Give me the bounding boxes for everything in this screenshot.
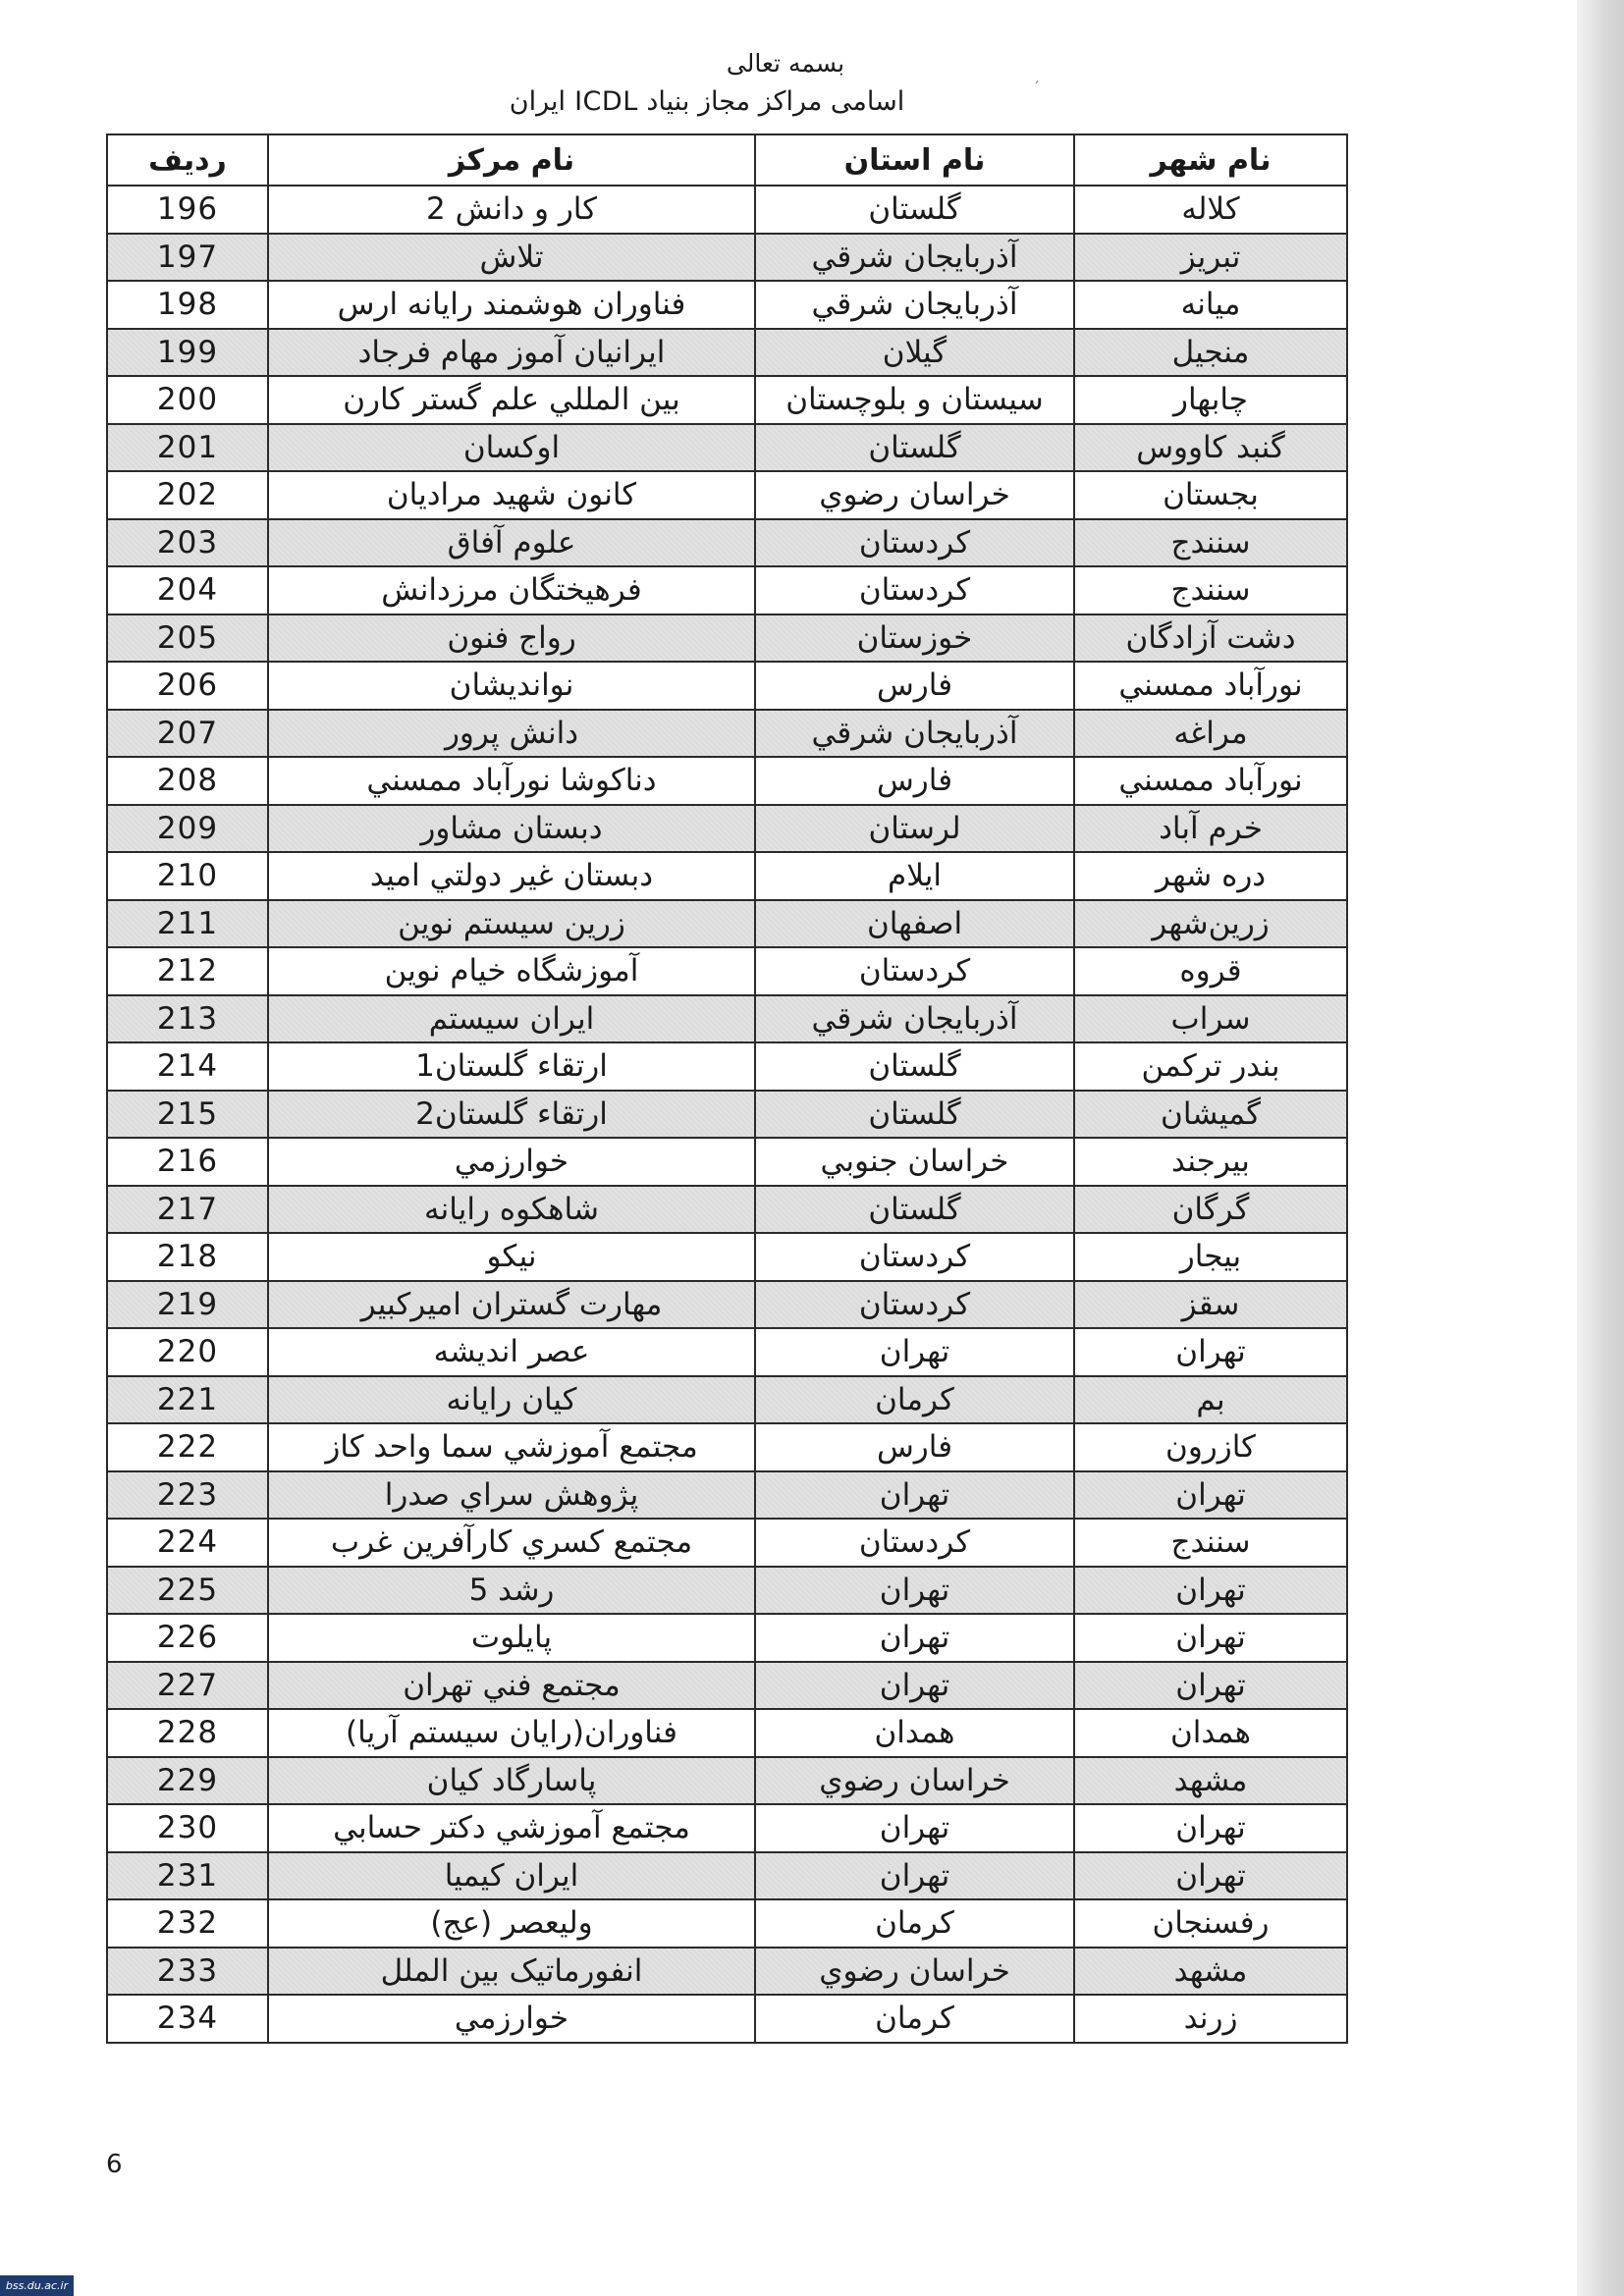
cell-city: قروه xyxy=(1074,947,1347,995)
cell-row-number: 221 xyxy=(107,1376,268,1424)
table-row xyxy=(107,471,1347,519)
cell-row-number: 217 xyxy=(107,1186,268,1234)
table-row xyxy=(107,1899,1347,1948)
cell-city: تهران xyxy=(1074,1328,1347,1376)
cell-center: دبستان مشاور xyxy=(268,805,755,853)
table-row xyxy=(107,1042,1347,1091)
cell-row-number: 218 xyxy=(107,1233,268,1281)
cell-city: میانه xyxy=(1074,281,1347,329)
cell-city: سقز xyxy=(1074,1281,1347,1329)
table-row xyxy=(107,1328,1347,1376)
cell-center: رشد 5 xyxy=(268,1567,755,1615)
cell-province: تهران xyxy=(755,1328,1074,1376)
cell-province: ایلام xyxy=(755,852,1074,900)
cell-center: فرهیختگان مرزدانش xyxy=(268,566,755,614)
cell-province: تهران xyxy=(755,1662,1074,1710)
cell-row-number: 224 xyxy=(107,1519,268,1567)
table-row xyxy=(107,566,1347,614)
cell-center: ایران سیستم xyxy=(268,995,755,1043)
cell-center: شاهکوه رایانه xyxy=(268,1186,755,1234)
cell-center: دناکوشا نورآباد ممسني xyxy=(268,757,755,805)
cell-province: سیستان و بلوچستان xyxy=(755,376,1074,424)
cell-row-number: 197 xyxy=(107,234,268,282)
cell-center: ایرانیان آموز مهام فرجاد xyxy=(268,329,755,377)
table-row xyxy=(107,947,1347,995)
cell-province: گلستان xyxy=(755,1042,1074,1091)
cell-center: بین المللي علم گستر کارن xyxy=(268,376,755,424)
cell-province: کرمان xyxy=(755,1376,1074,1424)
cell-city: سنندج xyxy=(1074,566,1347,614)
header-center: نام مرکز xyxy=(268,134,755,186)
table-row xyxy=(107,1376,1347,1424)
cell-province: فارس xyxy=(755,757,1074,805)
cell-city: مشهد xyxy=(1074,1757,1347,1805)
cell-province: آذربایجان شرقي xyxy=(755,281,1074,329)
table-row xyxy=(107,662,1347,710)
cell-center: اوکسان xyxy=(268,424,755,472)
table-row xyxy=(107,1948,1347,1996)
cell-center: خوارزمي xyxy=(268,1138,755,1186)
cell-city: منجیل xyxy=(1074,329,1347,377)
cell-province: لرستان xyxy=(755,805,1074,853)
cell-row-number: 206 xyxy=(107,662,268,710)
cell-city: همدان xyxy=(1074,1709,1347,1757)
cell-province: تهران xyxy=(755,1852,1074,1900)
table-row xyxy=(107,1852,1347,1900)
scan-mark: ´ xyxy=(1033,80,1040,96)
cell-row-number: 209 xyxy=(107,805,268,853)
cell-province: کردستان xyxy=(755,566,1074,614)
cell-center: کار و دانش 2 xyxy=(268,186,755,234)
cell-province: کردستان xyxy=(755,1281,1074,1329)
cell-center: کیان رایانه xyxy=(268,1376,755,1424)
header-city: نام شهر xyxy=(1074,134,1347,186)
cell-province: همدان xyxy=(755,1709,1074,1757)
table-row xyxy=(107,1471,1347,1520)
table-row xyxy=(107,805,1347,853)
table-row xyxy=(107,1423,1347,1471)
page-number: 6 xyxy=(106,2150,123,2179)
cell-city: رفسنجان xyxy=(1074,1899,1347,1948)
cell-center: مهارت گستران امیرکبیر xyxy=(268,1281,755,1329)
table-row xyxy=(107,1614,1347,1662)
table-row xyxy=(107,1995,1347,2043)
cell-row-number: 212 xyxy=(107,947,268,995)
cell-row-number: 207 xyxy=(107,710,268,758)
cell-city: زرین‌شهر xyxy=(1074,900,1347,948)
table-row xyxy=(107,757,1347,805)
icdl-centers-table xyxy=(106,133,1348,2044)
table-row xyxy=(107,1757,1347,1805)
cell-city: گرگان xyxy=(1074,1186,1347,1234)
cell-center: پایلوت xyxy=(268,1614,755,1662)
table-row xyxy=(107,1233,1347,1281)
cell-city: مشهد xyxy=(1074,1948,1347,1996)
table-row xyxy=(107,1281,1347,1329)
cell-row-number: 203 xyxy=(107,519,268,567)
table-row xyxy=(107,900,1347,948)
cell-city: نورآباد ممسني xyxy=(1074,757,1347,805)
cell-row-number: 234 xyxy=(107,1995,268,2043)
cell-row-number: 228 xyxy=(107,1709,268,1757)
cell-province: آذربایجان شرقي xyxy=(755,234,1074,282)
cell-city: بیجار xyxy=(1074,1233,1347,1281)
cell-province: فارس xyxy=(755,662,1074,710)
cell-city: زرند xyxy=(1074,1995,1347,2043)
cell-center: انفورماتیک بین الملل xyxy=(268,1948,755,1996)
table-row xyxy=(107,234,1347,282)
cell-row-number: 223 xyxy=(107,1471,268,1520)
cell-province: خراسان رضوي xyxy=(755,1948,1074,1996)
cell-city: بجستان xyxy=(1074,471,1347,519)
cell-center: دبستان غیر دولتي امید xyxy=(268,852,755,900)
cell-center: نیکو xyxy=(268,1233,755,1281)
table-row xyxy=(107,1186,1347,1234)
table-row xyxy=(107,1138,1347,1186)
cell-province: آذربایجان شرقي xyxy=(755,710,1074,758)
cell-province: آذربایجان شرقي xyxy=(755,995,1074,1043)
cell-row-number: 227 xyxy=(107,1662,268,1710)
cell-center: مجتمع آموزشي دکتر حسابي xyxy=(268,1804,755,1852)
table-row xyxy=(107,376,1347,424)
table-row xyxy=(107,1567,1347,1615)
cell-center: ایران کیمیا xyxy=(268,1852,755,1900)
cell-row-number: 222 xyxy=(107,1423,268,1471)
cell-row-number: 216 xyxy=(107,1138,268,1186)
cell-city: بم xyxy=(1074,1376,1347,1424)
cell-city: سنندج xyxy=(1074,519,1347,567)
cell-province: اصفهان xyxy=(755,900,1074,948)
table-row xyxy=(107,329,1347,377)
cell-city: بندر ترکمن xyxy=(1074,1042,1347,1091)
cell-province: تهران xyxy=(755,1614,1074,1662)
cell-center: مجتمع کسري کارآفرین غرب xyxy=(268,1519,755,1567)
cell-row-number: 214 xyxy=(107,1042,268,1091)
table-body xyxy=(107,186,1347,2043)
cell-province: فارس xyxy=(755,1423,1074,1471)
scan-shadow xyxy=(1577,0,1624,2296)
cell-center: عصر اندیشه xyxy=(268,1328,755,1376)
table-row xyxy=(107,852,1347,900)
cell-city: دشت آزادگان xyxy=(1074,614,1347,663)
cell-city: سراب xyxy=(1074,995,1347,1043)
cell-center: پاسارگاد کیان xyxy=(268,1757,755,1805)
cell-center: دانش پرور xyxy=(268,710,755,758)
cell-row-number: 233 xyxy=(107,1948,268,1996)
cell-center: زرین سیستم نوین xyxy=(268,900,755,948)
cell-city: کازرون xyxy=(1074,1423,1347,1471)
cell-province: تهران xyxy=(755,1471,1074,1520)
cell-province: گلستان xyxy=(755,1091,1074,1139)
cell-row-number: 226 xyxy=(107,1614,268,1662)
cell-row-number: 202 xyxy=(107,471,268,519)
cell-province: گلستان xyxy=(755,1186,1074,1234)
cell-province: خراسان جنوبي xyxy=(755,1138,1074,1186)
cell-city: مراغه xyxy=(1074,710,1347,758)
cell-row-number: 201 xyxy=(107,424,268,472)
cell-center: ارتقاء گلستان2 xyxy=(268,1091,755,1139)
cell-row-number: 225 xyxy=(107,1567,268,1615)
cell-city: خرم آباد xyxy=(1074,805,1347,853)
cell-city: بیرجند xyxy=(1074,1138,1347,1186)
cell-province: کرمان xyxy=(755,1899,1074,1948)
cell-center: علوم آفاق xyxy=(268,519,755,567)
cell-province: کرمان xyxy=(755,1995,1074,2043)
cell-city: تهران xyxy=(1074,1614,1347,1662)
cell-row-number: 200 xyxy=(107,376,268,424)
cell-center: آموزشگاه خیام نوین xyxy=(268,947,755,995)
cell-row-number: 229 xyxy=(107,1757,268,1805)
header-row-number: ردیف xyxy=(107,134,268,186)
table-row xyxy=(107,1091,1347,1139)
cell-row-number: 213 xyxy=(107,995,268,1043)
cell-row-number: 231 xyxy=(107,1852,268,1900)
cell-row-number: 219 xyxy=(107,1281,268,1329)
cell-row-number: 232 xyxy=(107,1899,268,1948)
cell-row-number: 211 xyxy=(107,900,268,948)
cell-row-number: 210 xyxy=(107,852,268,900)
cell-province: خراسان رضوي xyxy=(755,1757,1074,1805)
table-row xyxy=(107,281,1347,329)
cell-row-number: 230 xyxy=(107,1804,268,1852)
table-row xyxy=(107,1709,1347,1757)
cell-city: تبریز xyxy=(1074,234,1347,282)
table-header-row xyxy=(107,134,1347,186)
table-row xyxy=(107,614,1347,663)
site-logo: bss.du.ac.ir xyxy=(0,2275,74,2296)
cell-province: کردستان xyxy=(755,947,1074,995)
cell-province: تهران xyxy=(755,1804,1074,1852)
cell-city: سنندج xyxy=(1074,1519,1347,1567)
table-row xyxy=(107,1662,1347,1710)
table-row xyxy=(107,424,1347,472)
cell-city: گمیشان xyxy=(1074,1091,1347,1139)
cell-center: مجتمع آموزشي سما واحد کاز xyxy=(268,1423,755,1471)
cell-row-number: 205 xyxy=(107,614,268,663)
table-row xyxy=(107,519,1347,567)
cell-city: چابهار xyxy=(1074,376,1347,424)
cell-province: گلستان xyxy=(755,186,1074,234)
cell-row-number: 215 xyxy=(107,1091,268,1139)
cell-center: رواج فنون xyxy=(268,614,755,663)
cell-center: نواندیشان xyxy=(268,662,755,710)
cell-city: تهران xyxy=(1074,1804,1347,1852)
cell-province: گیلان xyxy=(755,329,1074,377)
cell-province: کردستان xyxy=(755,1233,1074,1281)
table-row xyxy=(107,710,1347,758)
cell-province: کردستان xyxy=(755,1519,1074,1567)
cell-city: گنبد کاووس xyxy=(1074,424,1347,472)
cell-center: خوارزمي xyxy=(268,1995,755,2043)
table-row xyxy=(107,1519,1347,1567)
cell-center: تلاش xyxy=(268,234,755,282)
cell-city: نورآباد ممسني xyxy=(1074,662,1347,710)
cell-province: خوزستان xyxy=(755,614,1074,663)
cell-city: تهران xyxy=(1074,1471,1347,1520)
cell-city: دره شهر xyxy=(1074,852,1347,900)
cell-row-number: 196 xyxy=(107,186,268,234)
cell-center: مجتمع فني تهران xyxy=(268,1662,755,1710)
cell-province: تهران xyxy=(755,1567,1074,1615)
cell-province: خراسان رضوي xyxy=(755,471,1074,519)
cell-row-number: 208 xyxy=(107,757,268,805)
cell-center: کانون شهید مرادیان xyxy=(268,471,755,519)
cell-city: کلاله xyxy=(1074,186,1347,234)
cell-center: فناوران هوشمند رایانه ارس xyxy=(268,281,755,329)
cell-center: ارتقاء گلستان1 xyxy=(268,1042,755,1091)
cell-province: گلستان xyxy=(755,424,1074,472)
cell-row-number: 204 xyxy=(107,566,268,614)
cell-center: ولیعصر (عج) xyxy=(268,1899,755,1948)
cell-center: فناوران(رایان سیستم آریا) xyxy=(268,1709,755,1757)
table-row xyxy=(107,1804,1347,1852)
cell-city: تهران xyxy=(1074,1852,1347,1900)
cell-province: کردستان xyxy=(755,519,1074,567)
cell-row-number: 220 xyxy=(107,1328,268,1376)
cell-row-number: 198 xyxy=(107,281,268,329)
cell-city: تهران xyxy=(1074,1567,1347,1615)
document-title: اسامی مراکز مجاز بنیاد ICDL ایران xyxy=(509,86,905,117)
basmala-heading: بسمه تعالی xyxy=(726,49,845,78)
cell-row-number: 199 xyxy=(107,329,268,377)
cell-center: پژوهش سراي صدرا xyxy=(268,1471,755,1520)
cell-city: تهران xyxy=(1074,1662,1347,1710)
table-row xyxy=(107,995,1347,1043)
table-row xyxy=(107,186,1347,234)
header-province: نام استان xyxy=(755,134,1074,186)
